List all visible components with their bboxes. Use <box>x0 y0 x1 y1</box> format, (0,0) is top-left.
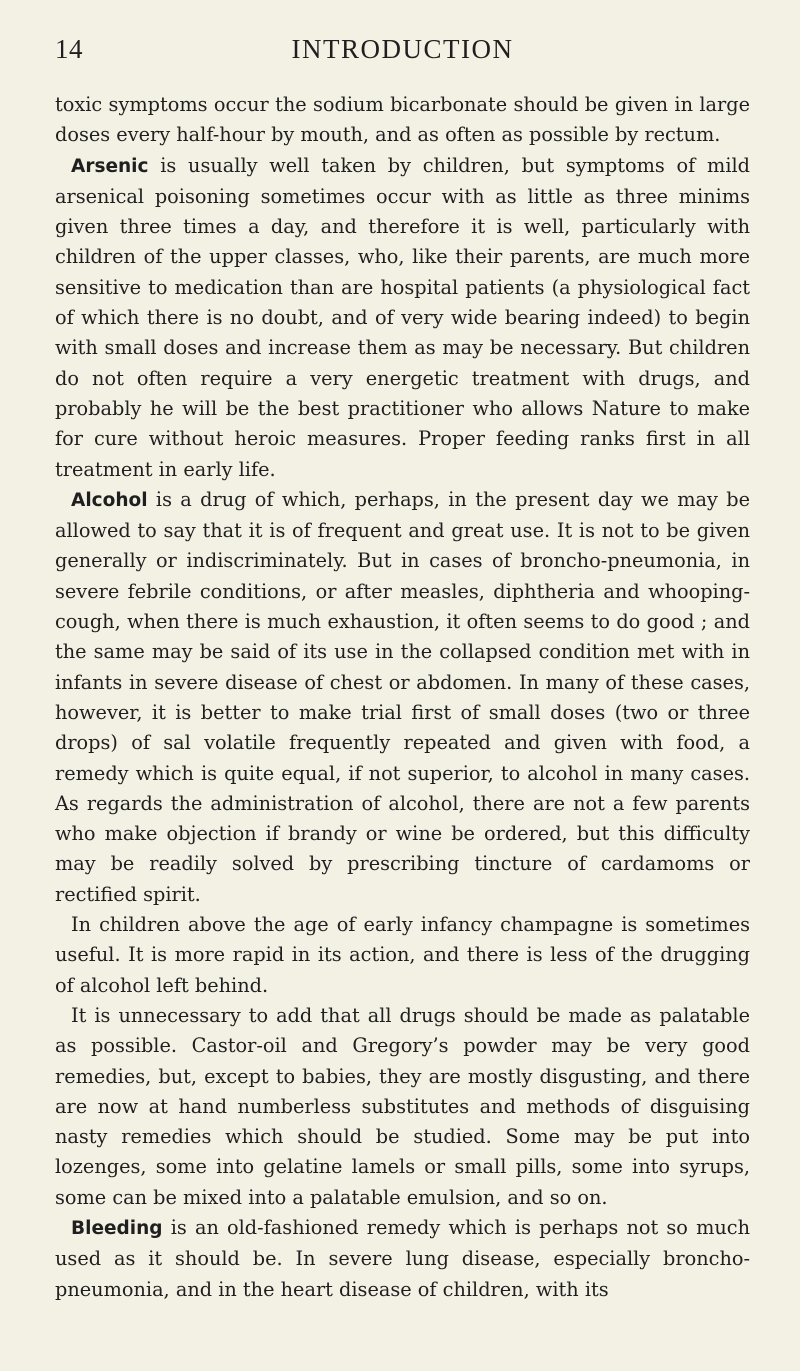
paragraph-text: is usually well taken by children, but symptoms of mild arsenical poisoning sometimes occur with as little as three minims given three times a day, and therefore it is well, particularly with children of the upper classes, who, like their parents, are much more sensitive to medication than are hospital patients (a physiological fact of which there is no doubt, and of very wide bearing indeed) to begin with small doses and increase them as may be necessary. But children do not often require a very energetic treatment with drugs, and probably he will be the best practitioner who allows Nature to make for cure without heroic measures. Proper feeding ranks first in all treatment in early life. <box>55 153 750 481</box>
paragraph-text: toxic symptoms occur the sodium bicarbonate should be given in large doses every half-hour by mouth, and as often as possible by rectum. <box>55 93 750 147</box>
paragraph-lead-term: Arsenic <box>71 155 149 177</box>
paragraph-continuation <box>55 90 750 151</box>
paragraph-text: In children above the age of early infancy champagne is sometimes useful. It is more rapid in its action, and there is less of the drugging of alcohol left behind. <box>55 913 750 997</box>
paragraph-palatable-drugs <box>55 1001 750 1213</box>
paragraph-bleeding <box>55 1213 750 1305</box>
page-number: 14 <box>55 34 83 64</box>
page-header <box>55 34 750 74</box>
paragraph-champagne <box>55 910 750 1001</box>
paragraph-arsenic <box>55 151 750 485</box>
paragraph-alcohol <box>55 485 750 910</box>
body-text <box>55 90 750 1305</box>
paragraph-text: is a drug of which, perhaps, in the present day we may be allowed to say that it is of frequent and great use. It is not to be given generally or indiscriminately. But in cases of broncho-pneumonia, in severe febrile conditions, or after measles, diphtheria and whooping-cough, when there is much exhaustion, it often seems to do good ; and the same may be said of its use in the collapsed condition met with in infants in severe disease of chest or abdomen. In many of these cases, however, it is better to make trial first of small doses (two or three drops) of sal volatile frequently repeated and given with food, a remedy which is quite equal, if not superior, to alcohol in many cases. As regards the administration of alcohol, there are not a few parents who make objection if brandy or wine be ordered, but this difficulty may be readily solved by prescribing tincture of cardamoms or rectified spirit. <box>55 487 750 906</box>
paragraph-text: It is unnecessary to add that all drugs should be made as palatable as possible. Castor-oil and Gregory’s powder may be very good remedies, but, except to babies, they are mostly disgusting, and there are now at hand numberless substitutes and methods of disguising nasty remedies which should be studied. Some may be put into lozenges, some into gelatine lamels or small pills, some into syrups, some can be mixed into a palatable emulsion, and so on. <box>55 1003 750 1209</box>
running-title: INTRODUCTION <box>291 34 514 64</box>
paragraph-lead-term: Alcohol <box>71 489 148 511</box>
paragraph-text: is an old-fashioned remedy which is perhaps not so much used as it should be. In severe lung disease, especially broncho-pneumonia, and in the heart disease of children, with its <box>55 1215 750 1301</box>
paragraph-lead-term: Bleeding <box>71 1217 163 1239</box>
